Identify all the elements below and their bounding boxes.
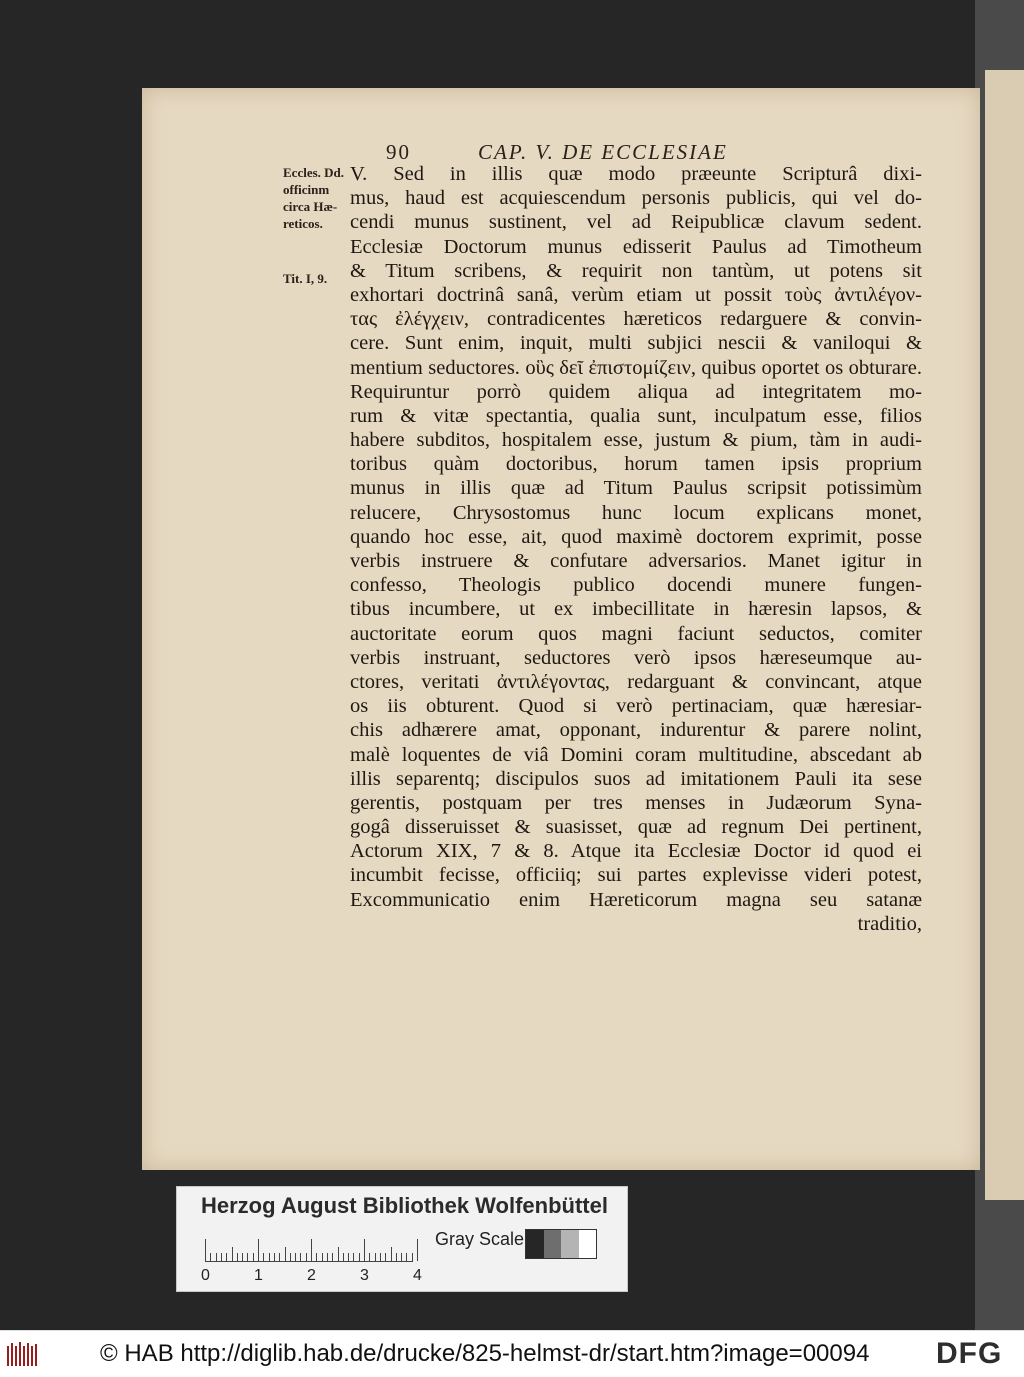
text-line: verbis instruere & confutare adversarios. Manet igitur in: [350, 550, 922, 572]
text-line: malè loquentes de viâ Domini coram multitudine, abscedant ab: [350, 743, 922, 766]
text-line: relucere, Chrysostomus hunc locum explicans monet,: [350, 501, 922, 524]
scale-number: 0: [201, 1267, 210, 1284]
ruler-tick: [332, 1253, 333, 1261]
text-line: munus in illis quæ ad Titum Paulus scripsit potissimùm: [350, 477, 922, 500]
ruler-tick: [269, 1253, 270, 1261]
ruler-tick: [406, 1253, 407, 1261]
running-title: CAP. V. DE ECCLESIAE: [478, 140, 728, 164]
text-line: Ecclesiæ Doctorum munus edisserit Paulus ad Timotheum: [350, 235, 922, 258]
library-name: Herzog August Bibliothek Wolfenbüttel: [201, 1193, 608, 1218]
scale-number: 4: [413, 1267, 422, 1284]
text-line: os iis obturent. Quod si verò pertinaciam, quæ hæresiar-: [350, 695, 922, 718]
ruler-tick: [327, 1253, 328, 1261]
gray-swatch: [579, 1230, 597, 1258]
ruler-tick: [253, 1253, 254, 1261]
footer-citation: © HAB http://diglib.hab.de/drucke/825-helmst-dr/start.htm?image=00094: [100, 1340, 870, 1367]
ruler-tick: [417, 1239, 418, 1261]
ruler-tick: [258, 1239, 259, 1261]
ruler-tick: [364, 1239, 365, 1261]
ruler-tick: [242, 1253, 243, 1261]
ruler-tick: [237, 1253, 238, 1261]
ruler-tick: [274, 1253, 275, 1261]
text-line: mentium seductores. οὓς δεῖ ἐπιστομίζειν, quibus oportet os obturare.: [350, 356, 922, 379]
text-line: confesso, Theologis publico docendi munere fungen-: [350, 574, 922, 597]
ruler-tick: [285, 1247, 286, 1261]
ruler-tick: [375, 1253, 376, 1261]
ruler-tick: [353, 1253, 354, 1261]
margin-note-line: reticos.: [283, 216, 323, 231]
body-text: [350, 162, 922, 936]
ruler-tick: [279, 1253, 280, 1261]
text-line: mus, haud est acquiescendum personis publicis, qui vel do-: [350, 187, 922, 210]
ruler-tick: [401, 1253, 402, 1261]
text-line: V. Sed in illis quæ modo præeunte Scripturâ dixi-: [350, 163, 922, 185]
text-line: & Titum scribens, & requirit non tantùm, ut potens sit: [350, 259, 922, 282]
margin-note-line: officinm: [283, 182, 330, 197]
text-line: toribus quàm doctoribus, horum tamen ipsis proprium: [350, 453, 922, 476]
text-line: illis separentq; discipulos suos ad imitationem Pauli ita sese: [350, 767, 922, 790]
ruler-tick: [412, 1253, 413, 1261]
library-color-strip: [176, 1186, 628, 1292]
text-line: chis adhærere amat, opponant, indurentur & parere nolint,: [350, 719, 922, 742]
text-line: gerentis, postquam per tres menses in Judæorum Syna-: [350, 791, 922, 814]
margin-note-titus: [283, 270, 327, 287]
ruler-tick: [210, 1253, 211, 1261]
ruler-tick: [216, 1253, 217, 1261]
text-line: habere subditos, hospitalem esse, justum & pium, tàm in audi-: [350, 429, 922, 452]
ruler-tick: [226, 1253, 227, 1261]
margin-note-line: Tit. I, 9.: [283, 271, 328, 286]
ruler-tick: [232, 1247, 233, 1261]
gray-scale-label: Gray Scale: [435, 1229, 525, 1249]
footer-bar: [0, 1330, 1024, 1377]
text-line: auctoritate eorum quos magni faciunt seductos, comiter: [350, 622, 922, 645]
text-line: traditio,: [857, 912, 922, 935]
ruler-tick: [343, 1253, 344, 1261]
text-line: cendi munus sustinent, vel ad Reipublicæ clavum sedent.: [350, 211, 922, 234]
ruler-tick: [359, 1253, 360, 1261]
ruler-tick: [316, 1253, 317, 1261]
ruler-tick: [300, 1253, 301, 1261]
gray-swatch: [526, 1230, 544, 1258]
ruler-tick: [205, 1239, 206, 1261]
gray-scale-swatches: [525, 1229, 597, 1259]
ruler-tick: [391, 1247, 392, 1261]
ruler-tick: [290, 1253, 291, 1261]
text-line: τας ἐλέγχειν, contradicentes hæreticos redarguere & convin-: [350, 308, 922, 331]
ruler-tick: [338, 1247, 339, 1261]
next-page-edge: [985, 70, 1024, 1200]
scale-number: 3: [360, 1267, 369, 1284]
text-line: exhortari doctrinâ sanâ, verùm etiam ut possit τοὺς ἀντιλέγον-: [350, 283, 922, 306]
text-line: rum & vitæ spectantia, qualia sunt, inculpatum esse, filios: [350, 404, 922, 427]
dfg-logo: DFG: [936, 1337, 1003, 1370]
ruler-tick: [311, 1239, 312, 1261]
ruler-tick: [247, 1253, 248, 1261]
gray-swatch: [544, 1230, 562, 1258]
margin-note-line: Eccles. Dd.: [283, 165, 345, 180]
text-line: Actorum XIX, 7 & 8. Atque ita Ecclesiæ Doctor id quod ei: [350, 840, 922, 863]
page-number: 90: [386, 140, 411, 164]
margin-note-ecclesia: [283, 164, 344, 232]
text-line: ctores, veritati ἀντιλέγοντας, redarguant & convincant, atque: [350, 670, 922, 693]
text-line: tibus incumbere, ut ex imbecillitate in hæresin lapsos, &: [350, 598, 922, 621]
ruler-tick: [306, 1253, 307, 1261]
text-line: cere. Sunt enim, inquit, multi subjici nescii & vaniloqui &: [350, 332, 922, 355]
ruler-tick: [385, 1253, 386, 1261]
text-line: quando hoc esse, ait, quod maximè doctorem exprimit, posse: [350, 525, 922, 548]
ruler-tick: [295, 1253, 296, 1261]
ruler-tick: [322, 1253, 323, 1261]
ruler-tick: [380, 1253, 381, 1261]
ruler-tick: [396, 1253, 397, 1261]
scale-number: 1: [254, 1267, 263, 1284]
ruler-tick: [369, 1253, 370, 1261]
hab-logo-icon: [6, 1340, 40, 1368]
ruler-tick: [263, 1253, 264, 1261]
text-line: incumbit fecisse, officiiq; sui partes explevisse videri potest,: [350, 864, 922, 887]
margin-note-line: circa Hæ-: [283, 199, 338, 214]
text-line: Requiruntur porrò quidem aliqua ad integritatem mo-: [350, 380, 922, 403]
text-line: verbis instruant, seductores verò ipsos hæreseumque au-: [350, 646, 922, 669]
text-line: gogâ disseruisset & suasisset, quæ ad regnum Dei pertinent,: [350, 816, 922, 839]
ruler-tick: [348, 1253, 349, 1261]
ruler-tick: [221, 1253, 222, 1261]
scale-number: 2: [307, 1267, 316, 1284]
ruler: [205, 1239, 413, 1262]
gray-swatch: [561, 1230, 579, 1258]
text-line: Excommunicatio enim Hæreticorum magna seu satanæ: [350, 888, 922, 911]
